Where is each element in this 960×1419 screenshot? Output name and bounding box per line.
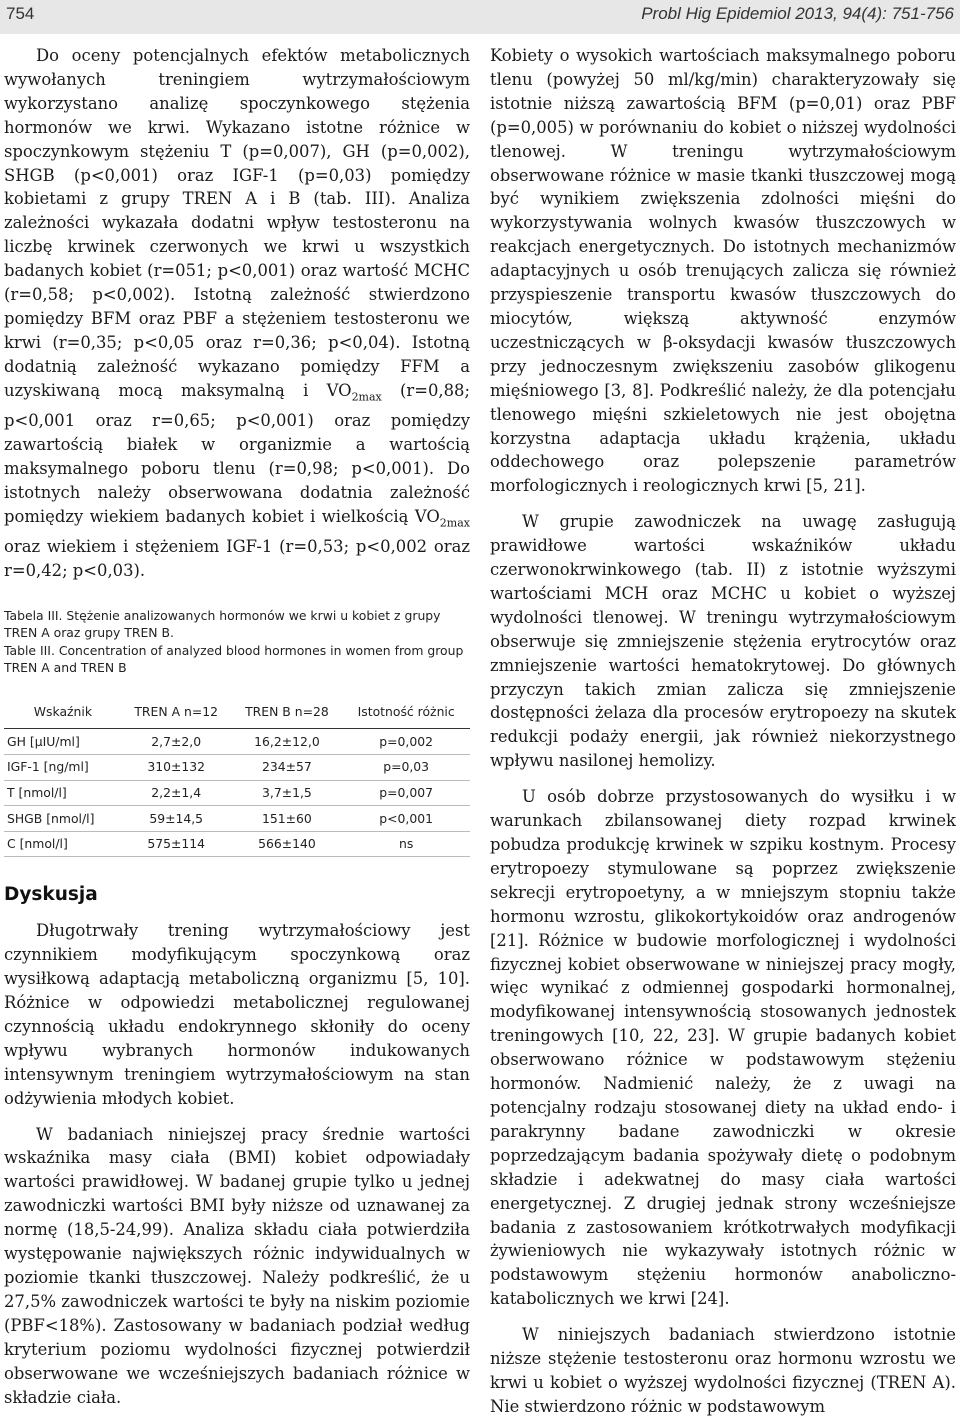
table-caption-english: Table III. Concentration of analyzed blood hormones in women from group TREN A and TREN B [4,642,464,675]
table-cell: 2,7±2,0 [121,729,232,755]
table-cell: 3,7±1,5 [232,780,343,806]
table-cell: T [nmol/l] [4,780,121,806]
vo2max-subscript: 2max [351,389,382,403]
table-row [4,780,470,806]
results-paragraph: Do oceny potencjalnych efektów metabolicznych wywołanych treningiem wytrzymałościowym wykorzystano analizę spoczynkowego stężenia hormonów we krwi. Wykazano istotne różnice w spoczynkowym stężeniu T (p=0,007), GH (p=0,002), SHGB (p<0,001) oraz IGF-1 (p=0,03) pomiędzy kobietami z grupy TREN A i B (tab. III). Analiza zależności wykazała dodatni wpływ testosteronu na liczbę krwinek czerwonych we krwi u wszystkich badanych kobiet (r=051; p<0,001) oraz wartość MCHC (r=0,58; p<0,002). Istotną zależność stwierdzono pomiędzy BFM oraz PBF a stężeniem testosteronu we krwi (r=0,35; p<0,05 oraz r=0,36; p<0,04). Istotną dodatnią zależność wykazano pomiędzy FFM a uzyskiwaną mocą maksymalną i $VO_{2max}$ (r=0,88; p<0,001 oraz r=0,65; p<0,001) oraz pomiędzy zawartością białek w organizmie a wartością maksymalnego poboru tlenu (r=0,98; p<0,001). Do istotnych należy obserwowana dodatnia zależność pomiędzy wiekiem badanych kobiet i wielkością $VO_{2max}$ oraz wiekiem i stężeniem IGF-1 (r=0,53; p<0,002 oraz r=0,42; p<0,03). [4,46,470,580]
column-header: Istotność różnic [342,695,470,729]
table-cell: 59±14,5 [121,806,232,832]
body-paragraph: W badaniach niniejszej pracy średnie wartości wskaźnika masy ciała (BMI) kobiet odpowiadały wartości prawidłowej. W badanej grupie tylko u jednej zawodniczki wartości BMI były niższe od uznawanej za normę (18,5-24,99). Analiza składu ciała potwierdziła występowanie największych różnic indywidualnych w poziomie tkanki tłuszczowej. Należy podkreślić, że u 27,5% zawodniczek wartości te były na niskim poziomie (PBF<18%). Zastosowany w badaniach podział według kryterium poziomu wydolności fizycznej potwierdził obserwowane we wcześniejszych badaniach różnice w składzie ciała. [4,1124,470,1407]
body-paragraph: W niniejszych badaniach stwierdzono istotnie niższe stężenie testosteronu oraz hormonu wzrostu we krwi u kobiet o wyższej wydolności fizycznej (TREN A). Nie stwierdzono różnic w podstawowym [490,1325,956,1416]
table-cell: p=0,03 [342,755,470,781]
hormone-table [4,695,470,858]
table-cell: C [nmol/l] [4,831,121,857]
table-row [4,729,470,755]
table-row [4,831,470,857]
body-paragraph: Kobiety o wysokich wartościach maksymalnego poboru tlenu (powyżej 50 ml/kg/min) charakteryzowały się istotnie niższą zawartością BFM (p=0,01) oraz PBF (p=0,005) w porównaniu do kobiet o niższej wydolności tlenowej. W treningu wytrzymałościowym obserwowane różnice w masie tkanki tłuszczowej mogą być wynikiem zwiększenia zdolności mięśni do wykorzystywania wolnych kwasów tłuszczowych w reakcjach energetycznych. Do istotnych mechanizmów adaptacyjnych u osób trenujących zalicza się również przyspieszenie transportu kwasów tłuszczowych do miocytów, większą aktywność enzymów uczestniczących w β-oksydacji kwasów tłuszczowych przy jednoczesnym zwiększeniu zasobów glikogenu mięśniowego [3, 8]. Podkreślić należy, że dla potencjału tlenowego mięśni szkieletowych nie jest obojętna korzystna adaptacja układu krążenia, układu oddechowego oraz polepszenie parametrów morfologicznych i reologicznych krwi [5, 21]. [490,46,956,496]
body-paragraph: W grupie zawodniczek na uwagę zasługują prawidłowe wartości wskaźników układu czerwonokrwinkowego (tab. II) z istotnie wyższymi wartościami MCH oraz MCHC u kobiet o wyższej wydolności tlenowej. W treningu wytrzymałościowym obserwuje się zmniejszenie stężenia erytrocytów oraz zmniejszenie wartości hematokrytowej. Do głównych przyczyn takich zmian zalicza się zmniejszenie dostępności żelaza dla procesów erytropoezy na skutek redukcji podaży energii, jak również niekorzystnego wpływu nasilonej hemolizy. [490,512,956,771]
table-cell: 566±140 [232,831,343,857]
column-header: TREN B n=28 [232,695,343,729]
table-header-row [4,695,470,729]
table-cell: IGF-1 [ng/ml] [4,755,121,781]
table-caption-polish: Tabela III. Stężenie analizowanych hormonów we krwi u kobiet z grupy TREN A oraz grupy TREN B. [4,607,441,640]
table-cell: 2,2±1,4 [121,780,232,806]
table-cell: 16,2±12,0 [232,729,343,755]
running-header [0,0,960,34]
column-header: TREN A n=12 [121,695,232,729]
table-cell: 151±60 [232,806,343,832]
table-row [4,755,470,781]
journal-citation: Probl Hig Epidemiol 2013, 94(4): 751-756 [641,4,954,23]
vo2max-subscript: 2max [439,515,470,529]
body-paragraph: U osób dobrze przystosowanych do wysiłku i w warunkach zbilansowanej diety rozpad krwinek pobudza produkcję krwinek w szpiku kostnym. Procesy erytropoezy stymulowane są poprzez zwiększenie sekrecji erytropoetyny, a w mniejszym stopniu także hormonu wzrostu, glikokortykoidów oraz androgenów [21]. Różnice w budowie morfologicznej i wydolności fizycznej kobiet obserwowane w niniejszej pracy mogły, więc wynikać z odmiennej gospodarki hormonalnej, modyfikowanej intensywnością stosowanych jednostek treningowych [10, 22, 23]. W grupie badanych kobiet obserwowano różnice w podstawowym stężeniu hormonów. Nadmienić należy, że z uwagi na potencjalny rodzaju stosowanej diety na układ endo- i parakrynny badane zawodniczki w okresie poprzedzającym badania spożywały dietę o podobnym składzie i adekwatnej do masy ciała wartości energetycznej. Z drugiej jednak strony wcześniejsze badania z zastosowaniem krótkotrwałych modyfikacji żywieniowych nie wykazywały istotnych różnic w podstawowym stężeniu hormonów anaboliczno-katabolicznych we krwi [24]. [490,787,956,1309]
page-number: 754 [6,4,35,23]
table-cell: 575±114 [121,831,232,857]
table-cell: 234±57 [232,755,343,781]
section-heading: Dyskusja [4,884,98,906]
table-cell: p<0,001 [342,806,470,832]
table-cell: SHGB [nmol/l] [4,806,121,832]
body-paragraph: Długotrwały trening wytrzymałościowy jest czynnikiem modyfikującym spoczynkową oraz wysiłkową adaptacją metaboliczną organizmu [5, 10]. Różnice w odpowiedzi metabolicznej regulowanej czynnością układu endokrynnego skłoniły do oceny wpływu wybranych hormonów indukowanych intensywnym treningiem wytrzymałościowym na stan odżywienia młodych kobiet. [4,921,470,1108]
table-caption [4,607,470,677]
column-header: Wskaźnik [4,695,121,729]
table-cell: 310±132 [121,755,232,781]
table-cell: p=0,007 [342,780,470,806]
right-column [490,44,956,1419]
table-cell: GH [µIU/ml] [4,729,121,755]
table-cell: p=0,002 [342,729,470,755]
table-row [4,806,470,832]
table-cell: ns [342,831,470,857]
left-column [4,44,470,1409]
